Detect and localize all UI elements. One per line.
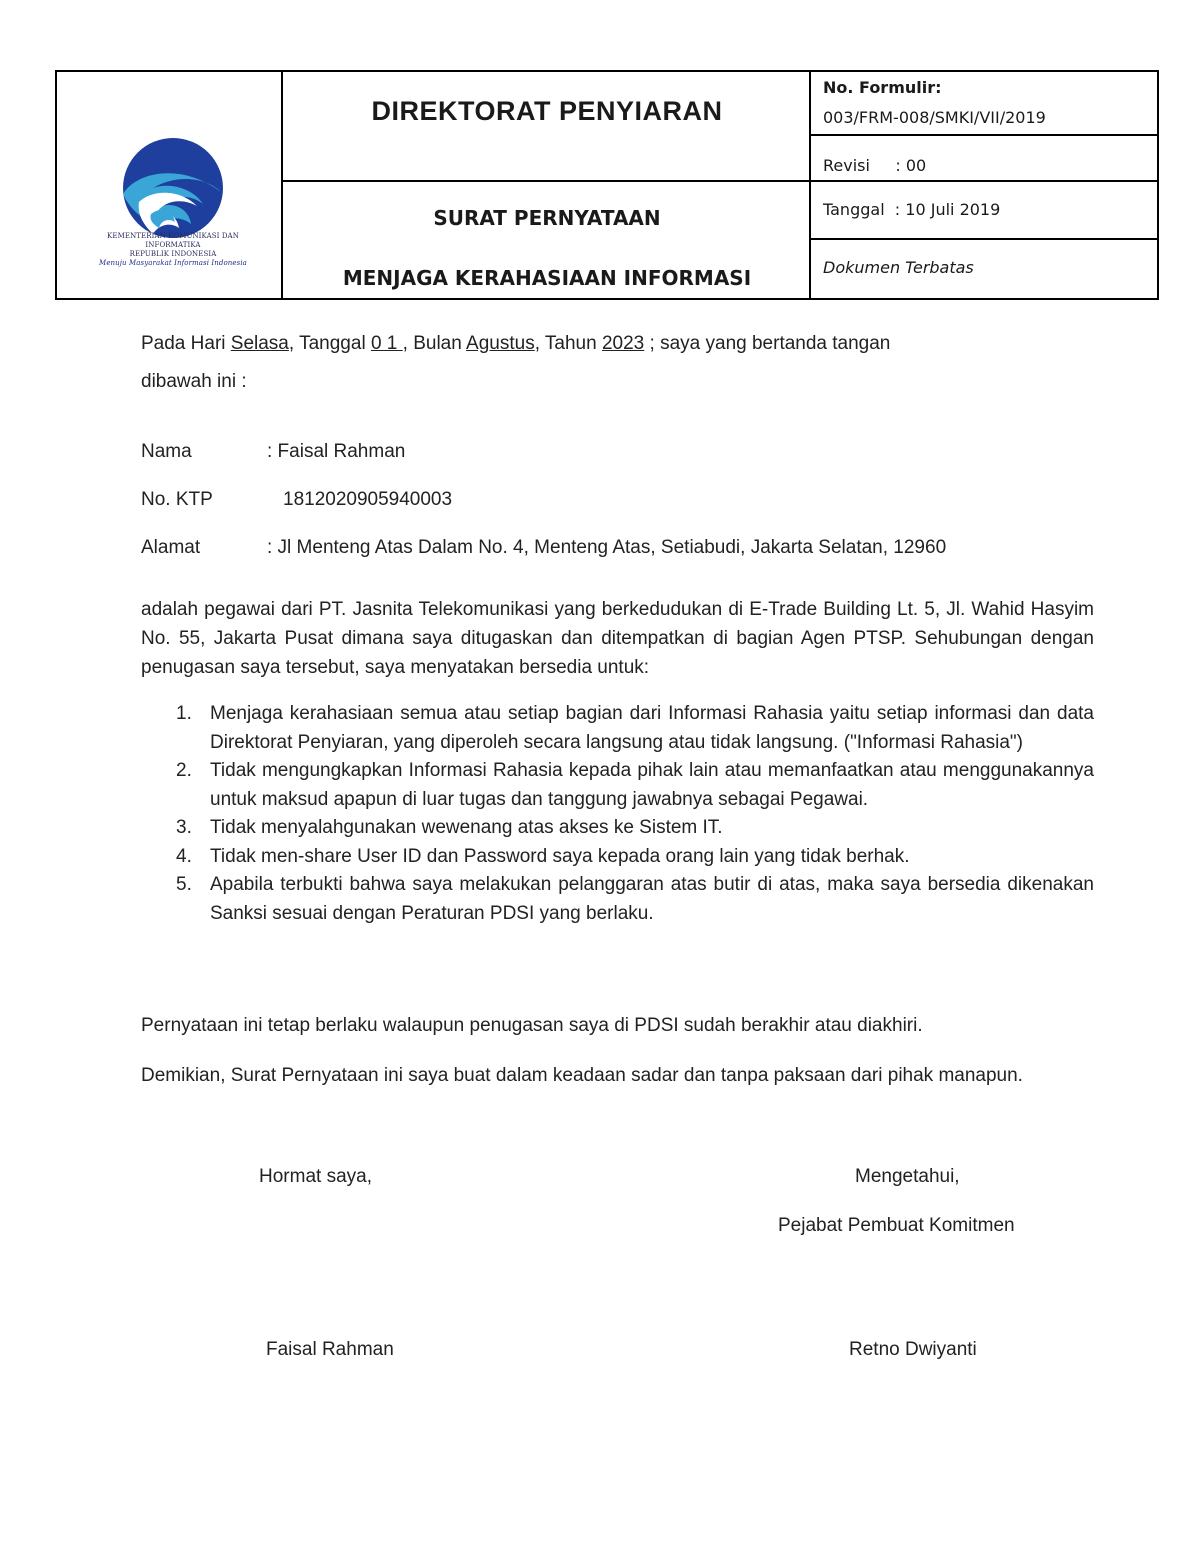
intro-date: 0 1: [370, 333, 403, 354]
list-item: 1. Menjaga kerahasiaan semua atau setiap bagian dari Informasi Rahasia yaitu setiap informasi dan data Direktorat Penyiaran, yang diperoleh secara langsung atau tidak langsung. ("Informasi Rahasia"): [176, 703, 1094, 753]
closing-paragraph: Demikian, Surat Pernyataan ini saya buat dalam keadaan sadar dan tanpa paksaan dari pihak manapun.: [141, 1065, 1023, 1086]
right-signatory-name: Retno Dwiyanti: [849, 1339, 977, 1360]
field-ktp-value: 1812020905940003: [283, 489, 453, 510]
revision-info: Revisi : 00: [823, 156, 927, 175]
logo-tagline: Menuju Masyarakat Informasi Indonesia: [99, 259, 247, 267]
intro-text: , Bulan: [402, 333, 467, 354]
list-item: 5. Apabila terbukti bahwa saya melakukan pelanggaran atas butir di atas, maka saya bersedia dikenakan Sanksi sesuai dengan Peraturan PDSI yang berlaku.: [176, 874, 1094, 924]
document-title-line1: SURAT PERNYATAAN: [433, 206, 661, 230]
field-address-value: : Jl Menteng Atas Dalam No. 4, Menteng Atas, Setiabudi, Jakarta Selatan, 12960: [267, 537, 947, 558]
classification-label: Dokumen Terbatas: [823, 258, 974, 277]
document-title-line2: MENJAGA KERAHASIAAN INFORMASI: [342, 266, 752, 290]
commitments-list: [141, 700, 1094, 928]
list-item: 3. Tidak menyalahgunakan wewenang atas akses ke Sistem IT.: [176, 817, 723, 838]
list-item: 4. Tidak men-share User ID dan Password saya kepada orang lain yang tidak berhak.: [176, 845, 910, 867]
list-item: 2. Tidak mengungkapkan Informasi Rahasia kepada pihak lain atau memanfaatkan atau menggunakannya untuk maksud apapun di luar tugas dan tanggung jawabnya sebagai Pegawai.: [176, 760, 1094, 810]
logo-caption: [81, 232, 265, 268]
header-divider: [809, 134, 1157, 136]
intro-text: , Tahun: [534, 333, 602, 354]
left-salutation: Hormat saya,: [259, 1166, 372, 1187]
field-ktp-label: No. KTP: [141, 489, 213, 510]
form-date: Tanggal : 10 Juli 2019: [823, 200, 1001, 219]
document-header-table: [55, 70, 1159, 300]
form-number-value: 003/FRM-008/SMKI/VII/2019: [823, 108, 1046, 127]
logo-caption-ministry: KEMENTERIAN KOMUNIKASI DAN INFORMATIKA: [107, 232, 239, 249]
intro-month: Agustus: [466, 333, 535, 354]
header-divider: [281, 180, 1157, 182]
intro-paragraph: [141, 330, 1094, 396]
field-name-value: : Faisal Rahman: [267, 441, 406, 462]
field-name-label: Nama: [141, 441, 192, 462]
intro-year: 2023: [601, 333, 645, 354]
right-role: Pejabat Pembuat Komitmen: [778, 1215, 1015, 1236]
intro-text: ; saya yang bertanda tangan: [644, 333, 891, 354]
intro-line2: dibawah ini :: [141, 371, 247, 392]
intro-text: Pada Hari: [141, 333, 231, 354]
header-divider: [809, 238, 1157, 240]
form-number-label: No. Formulir:: [823, 78, 942, 97]
employment-paragraph: adalah pegawai dari PT. Jasnita Telekomunikasi yang berkedudukan di E-Trade Building Lt. 5, Jl. Wahid Hasyim No. 55, Jakarta Pusat dimana saya ditugaskan dan ditempatkan di bagian Agen PTSP. Sehubungan dengan penugasan saya tersebut, saya menyatakan bersedia untuk:: [141, 599, 1094, 678]
intro-day: Selasa: [230, 333, 289, 354]
directorate-title: DIREKTORAT PENYIARAN: [371, 96, 723, 126]
right-salutation: Mengetahui,: [855, 1166, 960, 1187]
logo-caption-republic: REPUBLIK INDONESIA: [129, 250, 217, 258]
field-address-label: Alamat: [141, 537, 201, 558]
left-signatory-name: Faisal Rahman: [266, 1339, 394, 1360]
validity-paragraph: Pernyataan ini tetap berlaku walaupun penugasan saya di PDSI sudah berakhir atau diakhiri.: [141, 1015, 923, 1036]
intro-text: , Tanggal: [288, 333, 371, 354]
